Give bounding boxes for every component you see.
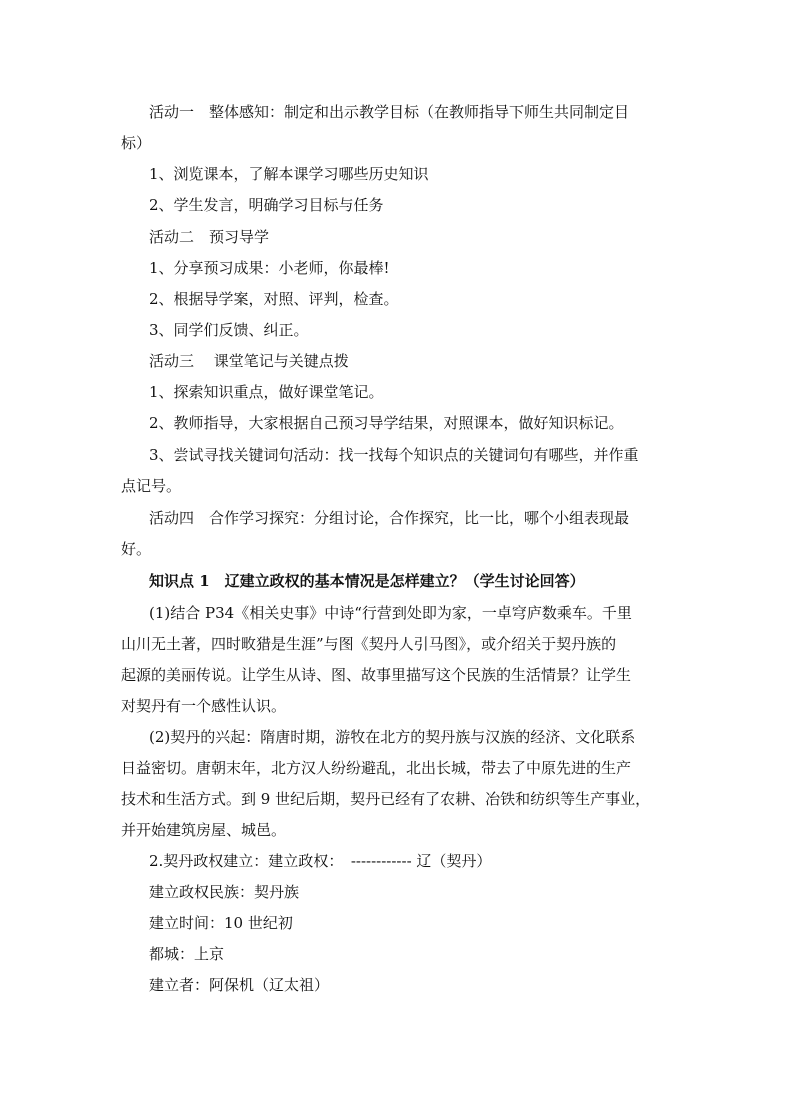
regime-established: 2.契丹政权建立：建立政权： ------------ 辽（契丹） [149,852,492,870]
paragraph2-line3: 技术和生活方式。到 9 世纪后期，契丹已经有了农耕、冶铁和纺织等生产事业， [121,790,651,808]
knowledge-point-heading: 知识点 1 辽建立政权的基本情况是怎样建立？（学生讨论回答） [149,572,585,590]
activity4-line1: 活动四 合作学习探究：分组讨论，合作探究，比一比，哪个小组表现最 [149,509,630,527]
regime-founder: 建立者：阿保机（辽太祖） [149,976,330,994]
activity1-item-2: 2、学生发言，明确学习目标与任务 [149,196,384,214]
activity3-title: 活动三 课堂笔记与关键点拨 [149,352,349,370]
activity3-item-2: 2、教师指导，大家根据自己预习导学结果，对照课本，做好知识标记。 [149,414,624,432]
paragraph1-line2: 山川无土著，四时畋猎是生涯”与图《契丹人引马图》，或介绍关于契丹族的 [121,635,617,653]
regime-founding-time: 建立时间：10 世纪初 [149,914,293,932]
paragraph1-line1: (1)结合 P34《相关史事》中诗“行营到处即为家，一卓穹庐数乘车。千里 [149,604,632,622]
paragraph2-line4: 并开始建筑房屋、城邑。 [121,821,287,839]
activity1-item-1: 1、浏览课本，了解本课学习哪些历史知识 [149,165,429,183]
activity1-line2: 标） [121,134,152,152]
regime-ethnic-group: 建立政权民族：契丹族 [149,883,300,901]
activity3-item-3-line1: 3、尝试寻找关键词句活动：找一找每个知识点的关键词句有哪些，并作重 [149,446,639,464]
activity2-title: 活动二 预习导学 [149,228,270,246]
activity1-line1: 活动一 整体感知：制定和出示教学目标（在教师指导下师生共同制定目 [149,103,630,121]
activity2-item-1: 1、分享预习成果：小老师，你最棒! [149,259,390,277]
paragraph1-line4: 对契丹有一个感性认识。 [121,697,287,715]
paragraph2-line2: 日益密切。唐朝末年，北方汉人纷纷避乱，北出长城，带去了中原先进的生产 [121,759,632,777]
activity2-item-2: 2、根据导学案，对照、评判，检查。 [149,290,399,308]
activity3-item-1: 1、探索知识重点，做好课堂笔记。 [149,383,384,401]
activity3-item-3-line2: 点记号。 [121,477,182,495]
activity2-item-3: 3、同学们反馈、纠正。 [149,321,309,339]
activity4-line2: 好。 [121,540,152,558]
paragraph1-line3: 起源的美丽传说。让学生从诗、图、故事里描写这个民族的生活情景？让学生 [121,666,632,684]
paragraph2-line1: (2)契丹的兴起：隋唐时期，游牧在北方的契丹族与汉族的经济、文化联系 [149,728,636,746]
regime-capital: 都城：上京 [149,945,225,963]
